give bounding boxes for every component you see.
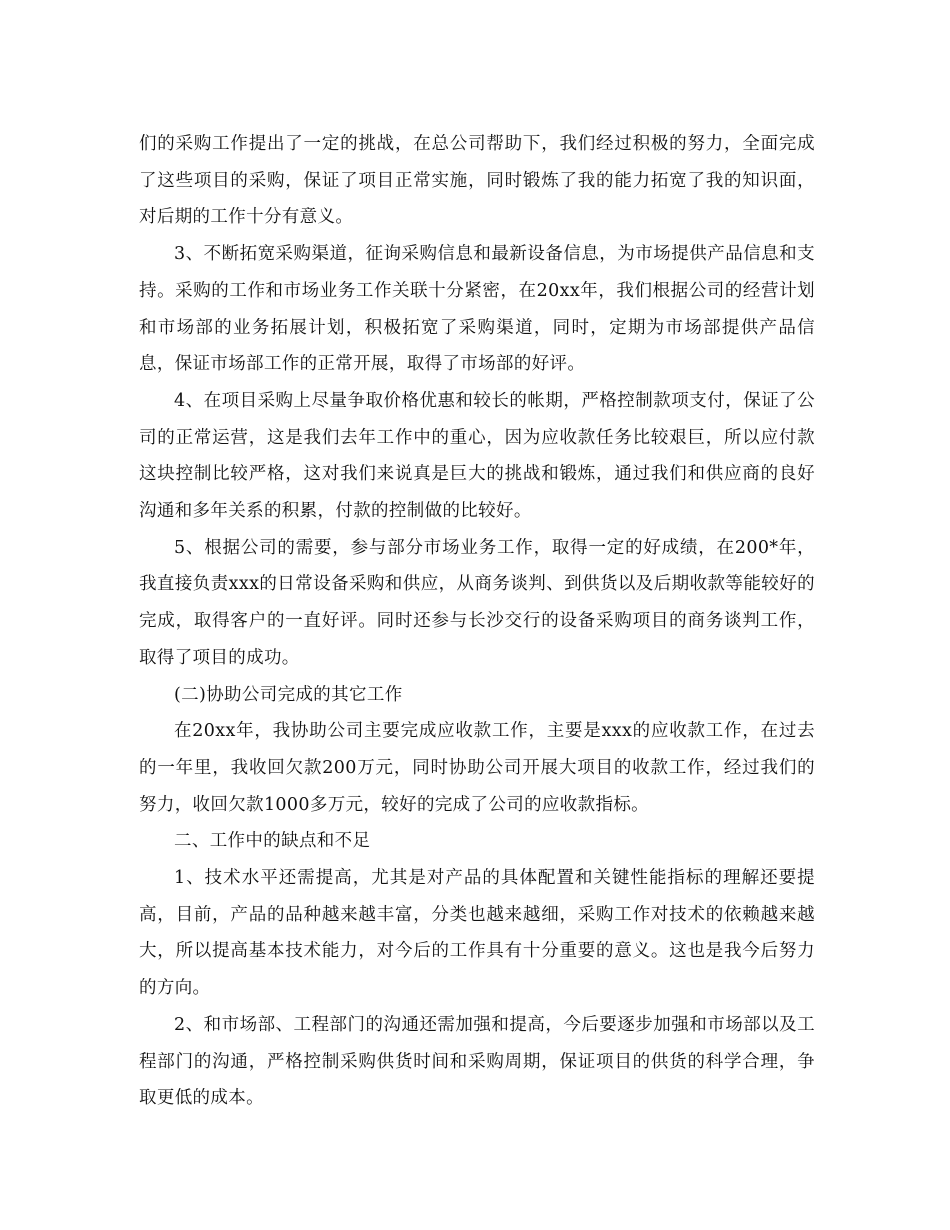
document-body — [139, 126, 815, 1117]
paragraph-item-5: 5、根据公司的需要，参与部分市场业务工作，取得一定的好成绩，在200*年，我直接负责xxx的日常设备采购和供应，从商务谈判、到供货以及后期收款等能较好的完成，取得客户的一直好评。同时还参与长沙交行的设备采购项目的商务谈判工作，取得了项目的成功。 — [139, 537, 815, 668]
paragraph-continuation: 们的采购工作提出了一定的挑战，在总公司帮助下，我们经过积极的努力，全面完成了这些项目的采购，保证了项目正常实施，同时锻炼了我的能力拓宽了我的知识面，对后期的工作十分有意义。 — [139, 134, 815, 228]
section-heading-shortcomings: 二、工作中的缺点和不足 — [174, 831, 371, 852]
paragraph-item-4: 4、在项目采购上尽量争取价格优惠和较长的帐期，严格控制款项支付，保证了公司的正常运营，这是我们去年工作中的重心，因为应收款任务比较艰巨，所以应付款这块控制比较严格，这对我们来说真是巨大的挑战和锻炼，通过我们和供应商的良好沟通和多年关系的积累，付款的控制做的比较好。 — [139, 390, 815, 522]
paragraph-shortcoming-1: 1、技术水平还需提高，尤其是对产品的具体配置和关键性能指标的理解还要提高，目前，产品的品种越来越丰富，分类也越来越细，采购工作对技术的依赖越来越大，所以提高基本技术能力，对今后的工作具有十分重要的意义。这也是我今后努力的方向。 — [139, 868, 815, 999]
section-heading-other-work: (二)协助公司完成的其它工作 — [174, 684, 403, 705]
paragraph-receivables: 在20xx年，我协助公司主要完成应收款工作，主要是xxx的应收款工作，在过去的一年里，我收回欠款200万元，同时协助公司开展大项目的收款工作，经过我们的努力，收回欠款1000多万元，较好的完成了公司的应收款指标。 — [139, 721, 815, 815]
paragraph-shortcoming-2: 2、和市场部、工程部门的沟通还需加强和提高，今后要逐步加强和市场部以及工程部门的沟通，严格控制采购供货时间和采购周期，保证项目的供货的科学合理，争取更低的成本。 — [139, 1014, 815, 1109]
paragraph-item-3: 3、不断拓宽采购渠道，征询采购信息和最新设备信息，为市场提供产品信息和支持。采购的工作和市场业务工作关联十分紧密，在20xx年，我们根据公司的经营计划和市场部的业务拓展计划，积极拓宽了采购渠道，同时，定期为市场部提供产品信息，保证市场部工作的正常开展，取得了市场部的好评。 — [139, 244, 815, 375]
